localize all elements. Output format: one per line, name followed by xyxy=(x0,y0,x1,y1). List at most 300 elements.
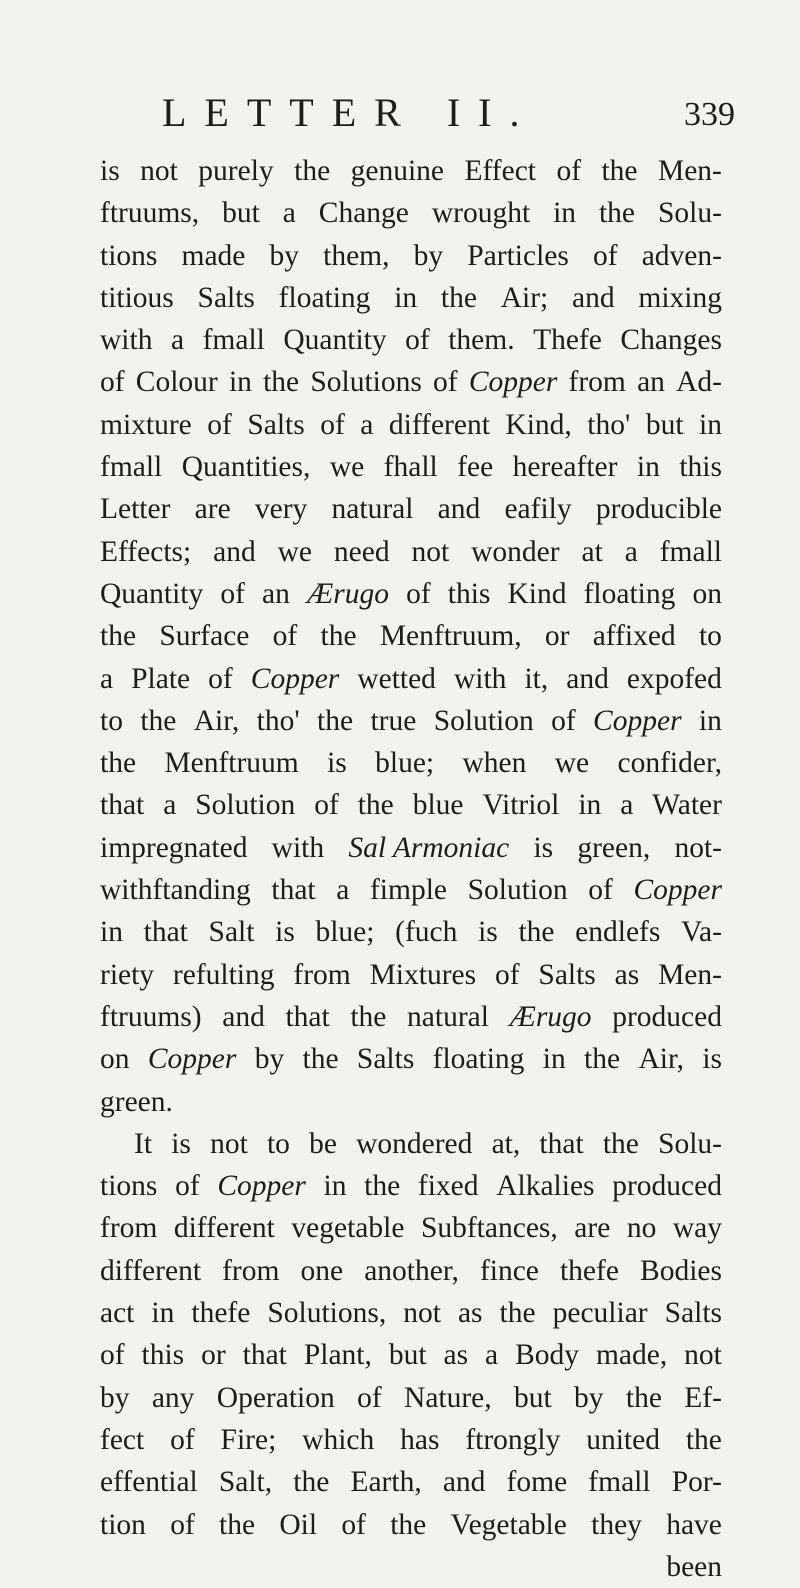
word: riety xyxy=(100,958,155,991)
word: and xyxy=(437,493,481,526)
word: Bodies xyxy=(640,1254,722,1287)
text-line xyxy=(100,1546,722,1588)
word: is xyxy=(100,155,120,187)
word: Solu- xyxy=(658,1127,722,1160)
word: ftrongly xyxy=(465,1423,561,1456)
word: the xyxy=(440,281,477,314)
word: the xyxy=(100,620,137,653)
word: of xyxy=(551,704,576,737)
text-line xyxy=(100,531,722,573)
word: from xyxy=(293,958,351,991)
word: are xyxy=(574,1212,611,1245)
word: mixing xyxy=(638,281,722,314)
word: fect xyxy=(100,1423,145,1456)
word: it, xyxy=(524,662,549,695)
word: green, xyxy=(577,831,651,864)
word: in xyxy=(100,916,123,949)
word: Water xyxy=(652,789,722,822)
word: floating xyxy=(583,577,676,610)
text-line xyxy=(100,658,722,700)
word: Earth, xyxy=(350,1466,422,1499)
word: them, xyxy=(323,239,390,272)
word: wrought xyxy=(431,197,531,230)
word: the xyxy=(685,1423,722,1456)
word: Salts xyxy=(538,958,596,991)
word: Letter xyxy=(100,493,171,526)
word: fixed xyxy=(417,1170,479,1203)
word: an xyxy=(637,366,665,399)
word: Sal Armoniac xyxy=(348,831,510,864)
word: that xyxy=(143,916,188,949)
word: Solutions xyxy=(310,366,422,399)
word: made xyxy=(181,239,246,272)
word: united xyxy=(586,1423,660,1456)
word: of xyxy=(320,408,345,441)
word: but xyxy=(514,1381,552,1414)
word: a xyxy=(282,197,296,230)
word: this xyxy=(141,1339,185,1372)
word: withftanding xyxy=(100,874,251,907)
word: peculiar xyxy=(552,1297,648,1330)
word: any xyxy=(151,1381,195,1414)
word: produced xyxy=(612,1000,722,1033)
word: Thefe xyxy=(533,324,602,357)
word: be xyxy=(309,1127,337,1160)
text-line xyxy=(100,1165,722,1207)
word: the xyxy=(350,1000,387,1033)
word: fmall xyxy=(100,451,163,484)
word: in xyxy=(228,366,252,399)
word: a xyxy=(336,874,350,907)
word: the xyxy=(584,1043,621,1076)
word: tho' xyxy=(256,704,300,737)
word: by xyxy=(269,239,300,272)
word: is xyxy=(275,916,295,949)
word: Changes xyxy=(620,324,722,357)
text-line xyxy=(100,319,722,361)
word: of xyxy=(170,1423,195,1456)
word: Mixtures xyxy=(369,958,477,991)
word: a xyxy=(620,789,634,822)
word: confider, xyxy=(617,747,722,780)
word: Salts xyxy=(247,408,305,441)
text-line xyxy=(100,1038,722,1080)
word: Ad- xyxy=(676,366,722,399)
word: It xyxy=(134,1127,153,1160)
text-line xyxy=(100,784,722,826)
word: eafily xyxy=(504,493,572,526)
word: Ef- xyxy=(684,1381,722,1414)
word: way xyxy=(672,1212,722,1245)
word: adven- xyxy=(641,239,722,272)
word: not xyxy=(411,535,450,568)
word: natural xyxy=(407,1000,489,1033)
word: the xyxy=(602,1127,639,1160)
text-line xyxy=(100,1250,722,1292)
word: fince xyxy=(479,1254,539,1287)
word: Quantity xyxy=(283,324,387,357)
text-line xyxy=(100,277,722,319)
word: when xyxy=(462,747,527,780)
word: a xyxy=(100,662,114,695)
word: as xyxy=(614,958,640,991)
word: Copper xyxy=(633,874,722,907)
word: with xyxy=(453,662,507,695)
word: ftruums) xyxy=(100,1000,202,1033)
word: no xyxy=(626,1212,657,1245)
word: the xyxy=(390,1508,427,1541)
word: of xyxy=(100,1339,125,1372)
word: Salts xyxy=(356,1043,415,1076)
word: the xyxy=(294,155,331,187)
word: Quantities, xyxy=(181,451,311,484)
word: Men- xyxy=(657,155,722,187)
word: with xyxy=(100,324,153,357)
word: is xyxy=(327,747,347,780)
word: of xyxy=(175,1170,200,1203)
word: the xyxy=(219,1508,256,1541)
word: thefe xyxy=(191,1297,251,1330)
word: vegetable xyxy=(291,1212,405,1245)
text-line xyxy=(100,1504,722,1546)
word: very xyxy=(254,493,308,526)
word: true xyxy=(370,704,417,737)
word: expofed xyxy=(626,662,722,695)
word: not xyxy=(210,1127,248,1160)
word: are xyxy=(194,493,231,526)
word: wonder xyxy=(471,535,560,568)
word: of xyxy=(494,958,520,991)
text-line xyxy=(100,404,722,446)
word: is xyxy=(171,1127,191,1160)
word: blue; xyxy=(375,747,435,780)
text-line xyxy=(100,1123,722,1165)
word: Air, xyxy=(638,1043,684,1076)
text-line xyxy=(100,996,722,1038)
text-line xyxy=(100,446,722,488)
word: genuine xyxy=(350,155,445,187)
word: different xyxy=(173,1212,275,1245)
word: a xyxy=(624,535,638,568)
text-line xyxy=(100,615,722,657)
word: of xyxy=(208,662,233,695)
word: Solu- xyxy=(657,197,722,230)
word: Surface xyxy=(159,620,250,653)
word: the xyxy=(302,1043,339,1076)
word: that xyxy=(285,1000,330,1033)
word: Copper xyxy=(217,1170,306,1203)
word: Men- xyxy=(658,958,722,991)
word: on xyxy=(692,577,722,610)
word: and xyxy=(222,1000,265,1033)
word: of xyxy=(220,577,245,610)
word: by xyxy=(254,1043,285,1076)
text-line xyxy=(100,1419,722,1461)
word: Effects; xyxy=(100,535,192,568)
word: of xyxy=(170,1508,195,1541)
word: is xyxy=(533,831,554,864)
word: Colour xyxy=(135,366,218,399)
word: by xyxy=(413,239,444,272)
word: Air, xyxy=(193,704,240,737)
word: different xyxy=(100,1254,202,1287)
word: titious xyxy=(100,281,174,314)
word: Quantity xyxy=(100,577,204,610)
word: Oil xyxy=(279,1508,318,1541)
word: by xyxy=(100,1381,130,1414)
word: in xyxy=(578,789,602,822)
text-line xyxy=(100,911,722,953)
word: is xyxy=(702,1043,722,1076)
word: Copper xyxy=(147,1043,237,1076)
word: Solution xyxy=(467,874,568,907)
word: or xyxy=(544,620,570,653)
text-line xyxy=(100,742,722,784)
word: a xyxy=(360,408,374,441)
page-number: 339 xyxy=(684,96,735,133)
word: of xyxy=(405,324,430,357)
word: to xyxy=(698,620,722,653)
word: Particles xyxy=(467,239,569,272)
word: the xyxy=(320,620,357,653)
word: Change xyxy=(318,197,409,230)
word: affixed xyxy=(592,620,676,653)
word: to xyxy=(100,704,123,737)
word: producible xyxy=(595,493,722,526)
word: we xyxy=(329,451,365,484)
word: but xyxy=(388,1339,427,1372)
word: wondered xyxy=(356,1127,473,1160)
word: Salt, xyxy=(218,1466,273,1499)
word: ftruums, xyxy=(100,197,200,230)
word: them. xyxy=(448,324,515,357)
word: that xyxy=(100,789,145,822)
word: green. xyxy=(100,1085,173,1118)
word: not xyxy=(684,1339,722,1372)
word: Alkalies xyxy=(496,1170,595,1203)
word: but xyxy=(222,197,260,230)
word: and xyxy=(572,281,615,314)
word: as xyxy=(457,1297,483,1330)
word: that xyxy=(539,1127,584,1160)
word: refulting xyxy=(172,958,275,991)
word: a xyxy=(485,1339,499,1372)
word: fimple xyxy=(369,874,447,907)
word: Operation xyxy=(216,1381,335,1414)
word: Body xyxy=(515,1339,579,1372)
word: but xyxy=(645,408,684,441)
word: mixture xyxy=(100,408,192,441)
word: Kind, xyxy=(505,408,572,441)
word: at xyxy=(581,535,603,568)
word: of xyxy=(588,874,613,907)
word: not- xyxy=(674,831,722,864)
word: the xyxy=(140,704,177,737)
word: Menftruum xyxy=(164,747,299,780)
word: an xyxy=(262,577,290,610)
word: the xyxy=(293,1466,330,1499)
text-line xyxy=(100,700,722,742)
word: Menftruum, xyxy=(379,620,522,653)
word: natural xyxy=(331,493,414,526)
word: Plant, xyxy=(303,1339,372,1372)
word: by xyxy=(574,1381,604,1414)
word: hereafter xyxy=(512,451,618,484)
text-line xyxy=(100,192,722,234)
text-line xyxy=(100,869,722,911)
word: effential xyxy=(100,1466,198,1499)
word: Copper xyxy=(250,662,340,695)
word: fee xyxy=(457,451,494,484)
word: fmall xyxy=(588,1466,651,1499)
word: Solution xyxy=(433,704,534,737)
word: produced xyxy=(612,1170,722,1203)
word: the xyxy=(100,747,137,780)
word: from xyxy=(222,1254,280,1287)
word: we xyxy=(554,747,590,780)
word: the xyxy=(625,1381,662,1414)
text-line xyxy=(100,150,722,192)
word: on xyxy=(100,1043,130,1076)
word: need xyxy=(333,535,390,568)
word: that xyxy=(242,1339,287,1372)
word: Fire; xyxy=(220,1423,277,1456)
word: another, xyxy=(364,1254,459,1287)
body-text xyxy=(100,150,722,1588)
word: of xyxy=(357,1381,382,1414)
text-line xyxy=(100,1334,722,1376)
word: Kind xyxy=(507,577,567,610)
word: made, xyxy=(595,1339,668,1372)
word: in xyxy=(394,281,418,314)
text-line xyxy=(100,235,722,277)
word: Nature, xyxy=(404,1381,492,1414)
word: impregnated xyxy=(100,831,248,864)
word: Vitriol xyxy=(482,789,560,822)
word: or xyxy=(201,1339,226,1372)
word: the xyxy=(518,916,555,949)
word: fome xyxy=(506,1466,568,1499)
word: floating xyxy=(432,1043,525,1076)
word: Salts xyxy=(197,281,255,314)
running-title: LETTER II. xyxy=(162,90,538,135)
word: of xyxy=(100,366,125,399)
word: a xyxy=(163,789,177,822)
word: this xyxy=(679,451,722,484)
word: Subftances, xyxy=(420,1212,558,1245)
text-line xyxy=(100,827,722,869)
word: Solution xyxy=(195,789,296,822)
word: in xyxy=(698,704,722,737)
word: Ærugo xyxy=(509,1000,592,1033)
word: which xyxy=(302,1423,375,1456)
text-line xyxy=(100,573,722,615)
word: tions xyxy=(100,239,158,272)
word: is xyxy=(478,916,498,949)
text-line xyxy=(100,1461,722,1503)
word: that xyxy=(271,874,316,907)
word: have xyxy=(666,1508,722,1541)
word: in xyxy=(151,1297,175,1330)
word: of xyxy=(314,789,339,822)
word: with xyxy=(271,831,325,864)
word: from xyxy=(100,1212,158,1245)
text-line xyxy=(100,1207,722,1249)
word: the xyxy=(601,155,638,187)
word: Por- xyxy=(671,1466,722,1499)
word: of xyxy=(207,408,232,441)
word: they xyxy=(591,1508,642,1541)
word: in xyxy=(553,197,577,230)
word: Ærugo xyxy=(307,577,389,610)
text-line xyxy=(100,361,722,403)
word: blue; xyxy=(315,916,375,949)
word: Copper xyxy=(468,366,558,399)
word: tion xyxy=(100,1508,146,1541)
word: Salt xyxy=(208,916,255,949)
word: the xyxy=(317,704,354,737)
word: different xyxy=(388,408,490,441)
word: in xyxy=(323,1170,347,1203)
word: tho' xyxy=(587,408,631,441)
word: in xyxy=(636,451,660,484)
word: a xyxy=(170,324,185,357)
word: the xyxy=(263,366,300,399)
text-line xyxy=(100,954,722,996)
word: fhall xyxy=(383,451,438,484)
word: Vegetable xyxy=(450,1508,567,1541)
word: this xyxy=(447,577,491,610)
word: Effect xyxy=(464,155,536,187)
word: the xyxy=(357,789,394,822)
word: and xyxy=(442,1466,486,1499)
word: of xyxy=(406,577,431,610)
word: of xyxy=(272,620,298,653)
word: at, xyxy=(491,1127,521,1160)
word: one xyxy=(300,1254,344,1287)
word: Plate xyxy=(131,662,191,695)
word: the xyxy=(364,1170,401,1203)
word: fmall xyxy=(202,324,265,357)
word: act xyxy=(100,1297,135,1330)
word: of xyxy=(433,366,458,399)
text-line xyxy=(100,1377,722,1419)
word: Va- xyxy=(681,916,722,949)
word: tions xyxy=(100,1170,158,1203)
word: fmall xyxy=(659,535,722,568)
word: of xyxy=(592,239,618,272)
word: Air; xyxy=(500,281,549,314)
text-line xyxy=(100,1292,722,1334)
word: wetted xyxy=(357,662,436,695)
word: and xyxy=(566,662,609,695)
word: in xyxy=(542,1043,566,1076)
word: from xyxy=(568,366,626,399)
word: not xyxy=(403,1297,441,1330)
word: to xyxy=(266,1127,290,1160)
word: has xyxy=(400,1423,440,1456)
word: been xyxy=(666,1550,722,1583)
word: of xyxy=(341,1508,366,1541)
word: blue xyxy=(412,789,464,822)
word: Salts xyxy=(664,1297,722,1330)
text-line xyxy=(100,1081,722,1123)
word: the xyxy=(598,197,636,230)
word: Solutions, xyxy=(267,1297,387,1330)
word: thefe xyxy=(559,1254,619,1287)
word: of xyxy=(556,155,582,187)
word: floating xyxy=(278,281,371,314)
